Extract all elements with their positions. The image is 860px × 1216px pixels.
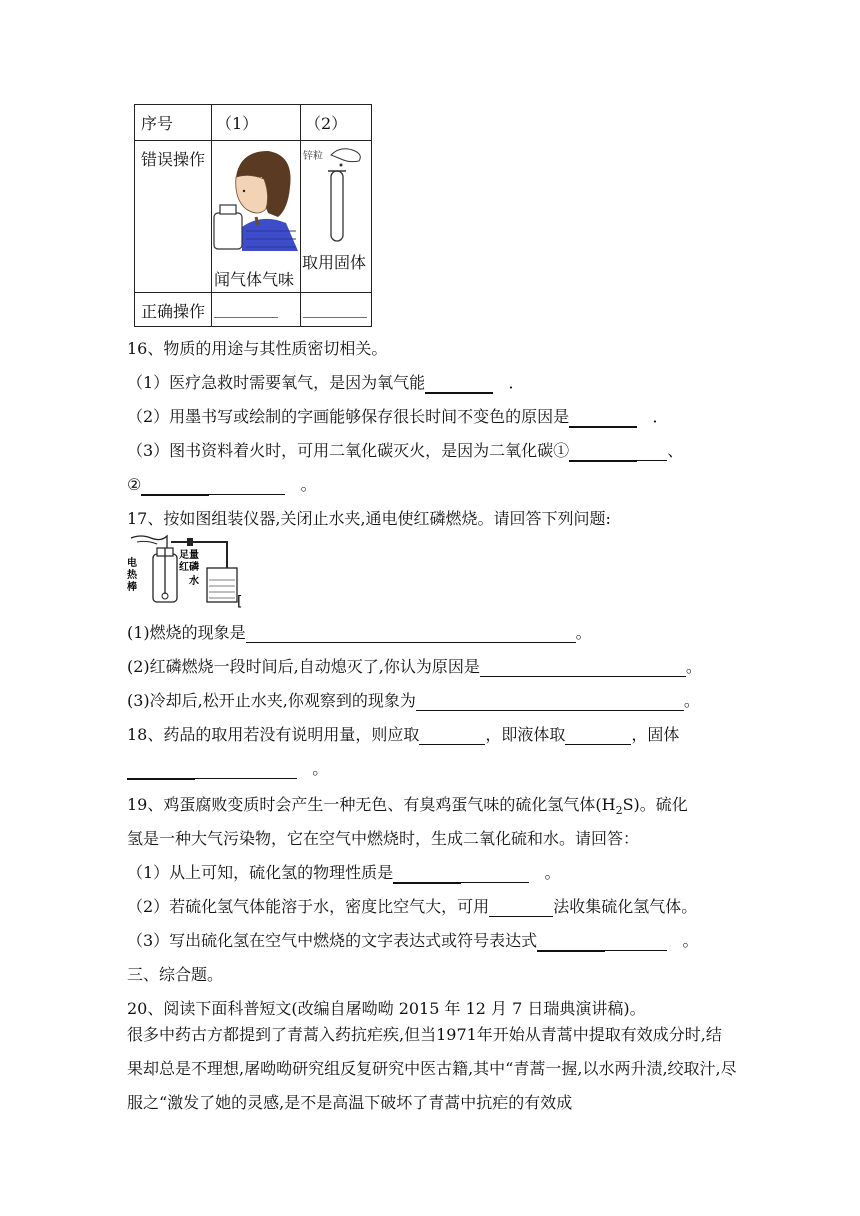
person-body xyxy=(242,219,298,251)
q20-title: 20、阅读下面科普短文(改编自屠呦呦 2015 年 12 月 7 日瑞典演讲稿)。 xyxy=(127,999,646,1018)
water-beaker xyxy=(207,568,237,602)
q17-s1-blank[interactable] xyxy=(246,623,576,643)
q17-s2-blank[interactable] xyxy=(480,657,686,677)
q16-s2-text: （2）用墨书写或绘制的字画能够保存很长时间不变色的原因是 xyxy=(127,407,570,426)
zinc-label: 锌粒 xyxy=(303,151,323,162)
img1-caption: 闻气体气味 xyxy=(214,270,295,289)
q19-item-1 xyxy=(127,860,560,884)
col1-header: （1） xyxy=(216,114,259,133)
q18-blank-c[interactable] xyxy=(127,759,195,780)
q18-text-a: 18、药品的取用若没有说明用量，则应取 xyxy=(127,725,420,744)
q16-item-3b xyxy=(127,472,317,496)
q16-s3-blank-b[interactable] xyxy=(141,475,209,496)
answer-blank-2[interactable]: ________ xyxy=(303,299,367,318)
q19-s1-text: （1）从上可知，硫化氢的物理性质是 xyxy=(127,863,394,882)
table-cell xyxy=(301,141,372,293)
operations-table xyxy=(134,104,372,327)
row-wrong-label: 错误操作 xyxy=(141,150,206,169)
q19-s1-blank[interactable] xyxy=(393,863,461,884)
q16-title: 16、物质的用途与其性质密切相关。 xyxy=(127,339,388,358)
q17-s2-text: (2)红磷燃烧一段时间后,自动熄灭了,你认为原因是 xyxy=(127,657,480,676)
q19-line1-text: 19、鸡蛋腐败变质时会产生一种无色、有臭鸡蛋气味的硫化氢气体(H xyxy=(127,795,616,814)
q18-end: 。 xyxy=(312,759,329,778)
q17-item-2 xyxy=(127,654,702,677)
q17-item-3 xyxy=(127,688,700,711)
q19-line1-end: S)。硫化 xyxy=(622,795,688,814)
q17-s3-blank[interactable] xyxy=(416,691,684,711)
q16-s1-end: ． xyxy=(508,373,525,392)
q16-s3-text: （3）图书资料着火时，可用二氧化碳灭火，是因为二氧化碳① xyxy=(127,441,570,460)
smell-gas-illustration xyxy=(212,147,298,257)
q18-line-2 xyxy=(127,756,328,780)
table-cell xyxy=(301,293,372,327)
take-solid-illustration xyxy=(301,145,371,245)
q16-s3b-end: 。 xyxy=(300,475,317,494)
q19-s2-blank[interactable] xyxy=(489,897,553,917)
table-cell xyxy=(135,293,212,327)
answer-blank-1[interactable]: ________ xyxy=(214,299,278,318)
q16-s1-text: （1）医疗急救时需要氧气，是因为氧气能 xyxy=(127,373,426,392)
col2-header: （2） xyxy=(305,114,348,133)
q16-s2-blank[interactable] xyxy=(569,407,637,428)
water-clamp xyxy=(187,538,193,546)
table-header-cell xyxy=(135,105,212,141)
rod-label-3: 棒 xyxy=(127,582,137,593)
q17-s1-text: (1)燃烧的现象是 xyxy=(127,623,246,642)
rod-label-1: 电 xyxy=(127,558,137,569)
water-label: 水 xyxy=(189,576,199,587)
q16-item-1 xyxy=(127,370,524,394)
q18-blank-b[interactable] xyxy=(565,725,631,745)
q19-line-1 xyxy=(127,792,688,817)
q16-s3b-text: ② xyxy=(127,475,142,494)
q19-item-2 xyxy=(127,894,697,917)
table-header-cell xyxy=(301,105,372,141)
q16-s3-blank-a[interactable] xyxy=(569,441,637,462)
q17-item-1 xyxy=(127,620,592,643)
row-correct-label: 正确操作 xyxy=(141,302,206,321)
tweezers-hand xyxy=(331,149,360,162)
q19-line-2: 氢是一种大气污染物，它在空气中燃烧时，生成二氧化硫和水。请回答： xyxy=(127,829,640,848)
q19-s3-end: 。 xyxy=(682,931,699,950)
q19-subscript: 2 xyxy=(615,804,623,818)
q20-paragraph: 很多中药古方都提到了青蒿入药抗疟疾,但当1971年开始从青蒿中提取有效成分时,结果却总是不理想,屠呦呦研究组反复研究中医古籍,其中“青蒿一握,以水两升渍,绞取汁,尽服之“激发了她的灵感,是不是高温下破坏了青蒿中抗疟的有效成 xyxy=(127,1025,737,1112)
q18-line-1 xyxy=(127,722,679,745)
img2-caption: 取用固体 xyxy=(302,253,367,272)
q19-s3-text: （3）写出硫化氢在空气中燃烧的文字表达式或符号表达式 xyxy=(127,931,538,950)
rod-label-2: 热 xyxy=(127,570,137,581)
q17-s3-text: (3)冷却后,松开止水夹,你观察到的现象为 xyxy=(127,691,416,710)
q18-text-b: ，即液体取 xyxy=(485,725,566,744)
section-3-heading: 三、综合题。 xyxy=(127,965,224,984)
person-face xyxy=(236,175,268,213)
phosphorus-label-1: 足量 xyxy=(179,550,199,561)
table-cell xyxy=(212,141,301,293)
q19-item-3 xyxy=(127,928,698,952)
q18-text-c: ，固体 xyxy=(631,725,680,744)
q18-blank-a[interactable] xyxy=(419,725,485,745)
table-header-cell xyxy=(212,105,301,141)
q17-s3-end: 。 xyxy=(683,691,700,710)
phosphorus-label-2: 红磷 xyxy=(179,562,199,573)
q19-s2-text: （2）若硫化氢气体能溶于水，密度比空气大，可用 xyxy=(127,897,490,916)
table-cell xyxy=(135,141,212,293)
q16-item-2 xyxy=(127,404,668,428)
red-phosphorus-apparatus xyxy=(127,532,247,612)
test-tube xyxy=(331,171,343,241)
table-cell xyxy=(212,293,301,327)
q17-s2-end: 。 xyxy=(685,657,702,676)
q16-s1-blank[interactable] xyxy=(425,373,493,394)
bracket-mark: [ xyxy=(237,594,243,610)
q19-s1-end: 。 xyxy=(544,863,561,882)
q17-title: 17、按如图组装仪器,关闭止水夹,通电使红磷燃烧。请回答下列问题: xyxy=(127,509,611,528)
q19-s2-mid: 法收集硫化氢气体。 xyxy=(553,897,698,916)
q16-s2-end: ． xyxy=(652,407,669,426)
q16-item-3 xyxy=(127,438,683,462)
q19-s3-blank[interactable] xyxy=(537,931,605,952)
q17-s1-end: 。 xyxy=(575,623,592,642)
gas-bottle xyxy=(214,213,242,249)
q16-s3-end: 、 xyxy=(667,441,684,460)
col-header: 序号 xyxy=(141,114,174,133)
